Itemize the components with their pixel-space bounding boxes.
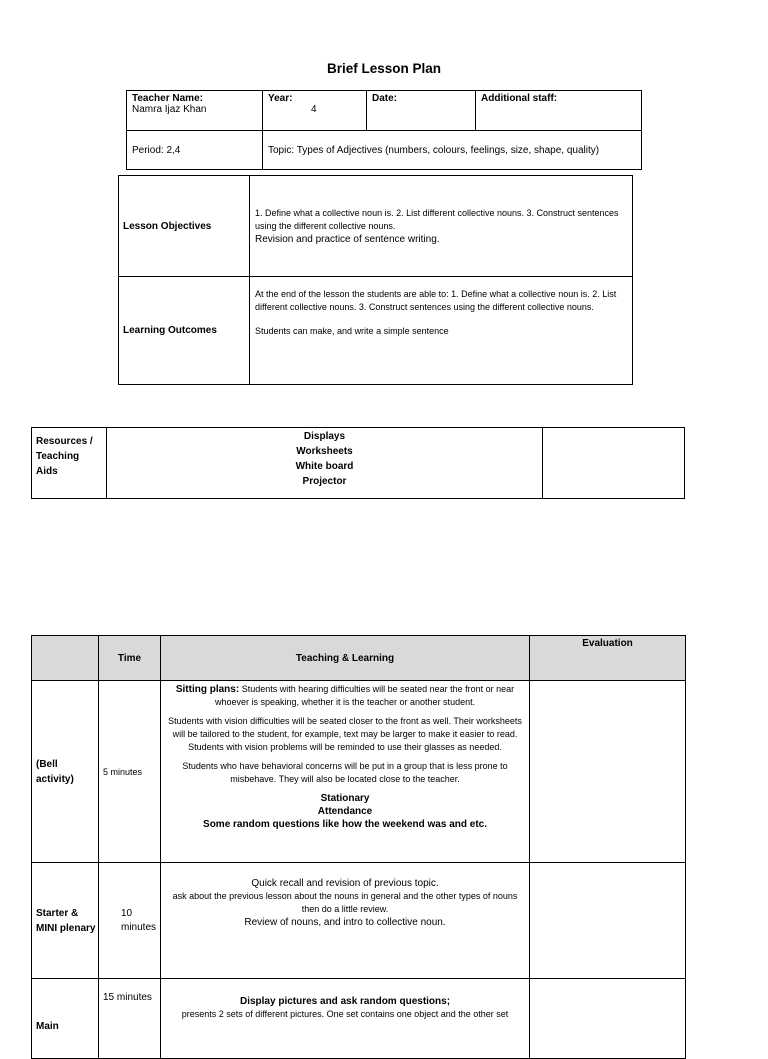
year-label: Year: — [268, 93, 293, 104]
year-cell — [263, 91, 367, 131]
main-label: Main — [32, 979, 99, 1059]
sitting-plans-heading: Sitting plans: — [175, 684, 240, 695]
main-line2: presents 2 sets of different pictures. One set contains one object and the other set — [181, 1009, 509, 1019]
topic-cell — [263, 131, 642, 170]
outcomes-cell — [250, 277, 633, 385]
period-text: Period: 2,4 — [132, 144, 181, 156]
main-content — [161, 979, 530, 1059]
staff-label: Additional staff: — [481, 93, 558, 104]
period-cell — [127, 131, 263, 170]
bell-content — [161, 681, 530, 863]
main-line1: Display pictures and ask random questions; — [239, 996, 451, 1007]
outcomes-line1: At the end of the lesson the students are able to: 1. Define what a collective noun is. 2. List different collective nouns. 3. Construct sentences using the different collective nouns. — [255, 289, 617, 312]
date-label: Date: — [372, 93, 398, 104]
teacher-name: Namra Ijaz Khan — [132, 104, 207, 115]
teacher-label: Teacher Name: — [132, 93, 203, 104]
starter-evaluation — [530, 863, 686, 979]
starter-line3: Review of nouns, and intro to collective noun. — [244, 917, 446, 928]
objectives-label: Lesson Objectives — [119, 176, 250, 277]
topic-text: Topic: Types of Adjectives (numbers, colours, feelings, size, shape, quality) — [268, 144, 600, 156]
objectives-table — [118, 175, 633, 385]
objectives-line1: 1. Define what a collective noun is. 2. List different collective nouns. 3. Construct sentences using the different collective nouns. — [255, 207, 619, 231]
page-title: Brief Lesson Plan — [326, 61, 442, 76]
questions-text: Some random questions like how the weekend was and etc. — [203, 819, 487, 830]
lesson-plan-table — [31, 635, 686, 1059]
header-empty — [32, 636, 99, 681]
resources-table — [31, 427, 685, 499]
behavior-text: Students who have behavioral concerns will be put in a group that is less prone to misbehave. They will also be located close to the teacher. — [182, 761, 508, 784]
outcomes-label: Learning Outcomes — [119, 277, 250, 385]
starter-label: Starter & MINI plenary — [32, 863, 99, 979]
header-evaluation: Evaluation — [530, 636, 686, 681]
header-time: Time — [99, 636, 161, 681]
objectives-cell — [250, 176, 633, 277]
header-table — [126, 90, 642, 170]
teacher-cell — [127, 91, 263, 131]
starter-line2: ask about the previous lesson about the nouns in general and the other types of nouns then do a little review. — [172, 891, 518, 914]
resources-list — [107, 428, 543, 499]
date-cell — [367, 91, 476, 131]
starter-content — [161, 863, 530, 979]
starter-line1: Quick recall and revision of previous topic. — [251, 878, 439, 889]
resource-item: Worksheets — [296, 446, 353, 457]
vision-text: Students with vision difficulties will be seated closer to the front as well. Their worksheets will be tailored to the student, for example, text may be larger to make it easier to read. Students with vision problems will be reminded to use their glasses as needed. — [168, 716, 522, 752]
resource-item: White board — [295, 461, 354, 472]
year-value: 4 — [311, 104, 317, 115]
resource-item: Displays — [303, 431, 346, 442]
table-row — [32, 681, 686, 863]
table-row — [32, 863, 686, 979]
resources-empty-cell — [543, 428, 685, 499]
bell-evaluation — [530, 681, 686, 863]
objectives-line2: Revision and practice of sentence writing. — [255, 233, 440, 245]
main-time: 15 minutes — [99, 979, 161, 1059]
stationary-text: Stationary — [320, 793, 370, 804]
bell-time: 5 minutes — [99, 681, 161, 863]
outcomes-line2: Students can make, and write a simple sentence — [255, 326, 449, 336]
header-teaching: Teaching & Learning — [161, 636, 530, 681]
bell-label: (Bell activity) — [32, 681, 99, 863]
resources-label: Resources / Teaching Aids — [32, 428, 107, 499]
staff-cell — [476, 91, 642, 131]
table-row — [32, 979, 686, 1059]
starter-time: 10 minutes — [99, 863, 161, 979]
main-evaluation — [530, 979, 686, 1059]
sitting-plans-text: Students with hearing difficulties will be seated near the front or near whoever is speaking, whether it is the teacher or another student. — [214, 684, 515, 707]
resource-item: Projector — [302, 476, 347, 487]
attendance-text: Attendance — [317, 806, 373, 817]
